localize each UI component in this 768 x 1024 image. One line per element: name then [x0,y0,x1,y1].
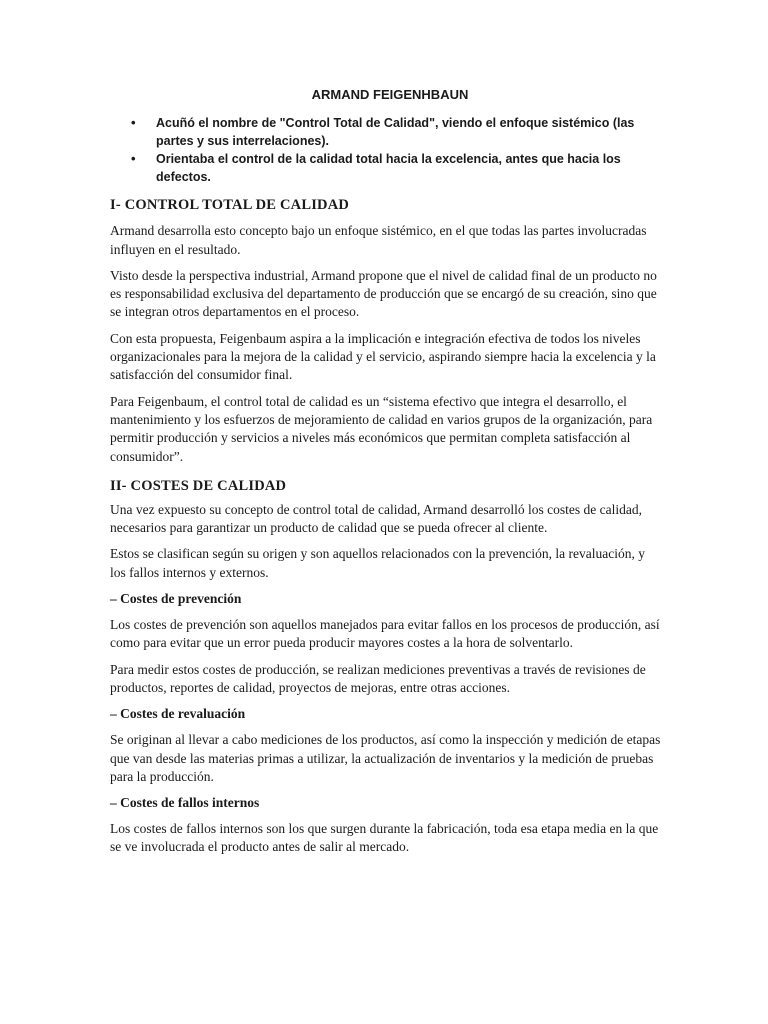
paragraph: Los costes de fallos internos son los que surgen durante la fabricación, toda esa etapa media en la que se ve involucrada el producto antes de salir al mercado. [110,821,659,855]
spacer [110,215,664,222]
bullet-text: Acuñó el nombre de "Control Total de Calidad", viendo el enfoque sistémico (las partes y sus interrelaciones). [156,116,635,149]
section-heading: I- CONTROL TOTAL DE CALIDAD [110,197,350,214]
spacer [110,385,664,393]
bullet-icon: • [131,115,136,131]
list-item [110,114,664,150]
paragraph: Los costes de prevención son aquellos manejados para evitar fallos en los procesos de producción, así como para evitar que un error pueda producir mayores costes a la hora de solventarlo. [110,617,660,651]
spacer [110,786,664,794]
spacer [110,537,664,545]
subsection-heading: – Costes de fallos internos [110,795,260,811]
spacer [110,723,664,731]
subsection-heading: – Costes de revaluación [110,706,246,722]
spacer [110,812,664,820]
paragraph: Para Feigenbaum, el control total de calidad es un “sistema efectivo que integra el desarrollo, el mantenimiento y los esfuerzos de mejoramiento de calidad en varios grupos de la organización, para permitir producción y servicios a niveles más económicos que permitan completa satisfacción al consumidor”. [110,393,653,464]
subsection-heading: – Costes de prevención [110,591,242,607]
intro-bullet-list [110,114,664,186]
bullet-icon: • [131,151,136,167]
paragraph: Se originan al llevar a cabo mediciones de los productos, así como la inspección y medición de etapas que van desde las materias primas a utilizar, la actualización de inventarios y la medición de pruebas para la producción. [110,732,661,784]
paragraph: Para medir estos costes de producción, se realizan mediciones preventivas a través de revisiones de productos, reportes de calidad, proyectos de mejoras, entre otras acciones. [110,661,646,695]
paragraph: Estos se clasifican según su origen y son aquellos relacionados con la prevención, la revaluación, y los fallos internos y externos. [110,546,645,580]
spacer [110,697,664,705]
paragraph: Visto desde la perspectiva industrial, Armand propone que el nivel de calidad final de un producto no es responsabilidad exclusiva del departamento de producción que se encargó de su creación, sino que se integran otros departamentos en el proceso. [110,267,657,320]
spacer [110,582,664,590]
spacer [110,608,664,616]
paragraph: Con esta propuesta, Feigenbaum aspira a la implicación e integración efectiva de todos los niveles organizacionales para la mejora de la calidad y el servicio, aspirando siempre hacia la excelencia y la satisfacción del consumidor final. [110,330,656,383]
section-heading: II- COSTES DE CALIDAD [110,477,287,494]
spacer [110,653,664,661]
list-item [110,150,664,186]
paragraph: Una vez expuesto su concepto de control total de calidad, Armand desarrolló los costes de calidad, necesarios para garantizar un producto de calidad que se pueda ofrecer al cliente. [110,501,642,536]
document-title: ARMAND FEIGENHBAUN [311,87,469,102]
spacer [110,259,664,267]
paragraph: Armand desarrolla esto concepto bajo un enfoque sistémico, en el que todas las partes involucradas influyen en el resultado. [110,223,647,257]
spacer [110,322,664,330]
bullet-text: Orientaba el control de la calidad total hacia la excelencia, antes que hacia los defectos. [156,152,621,185]
